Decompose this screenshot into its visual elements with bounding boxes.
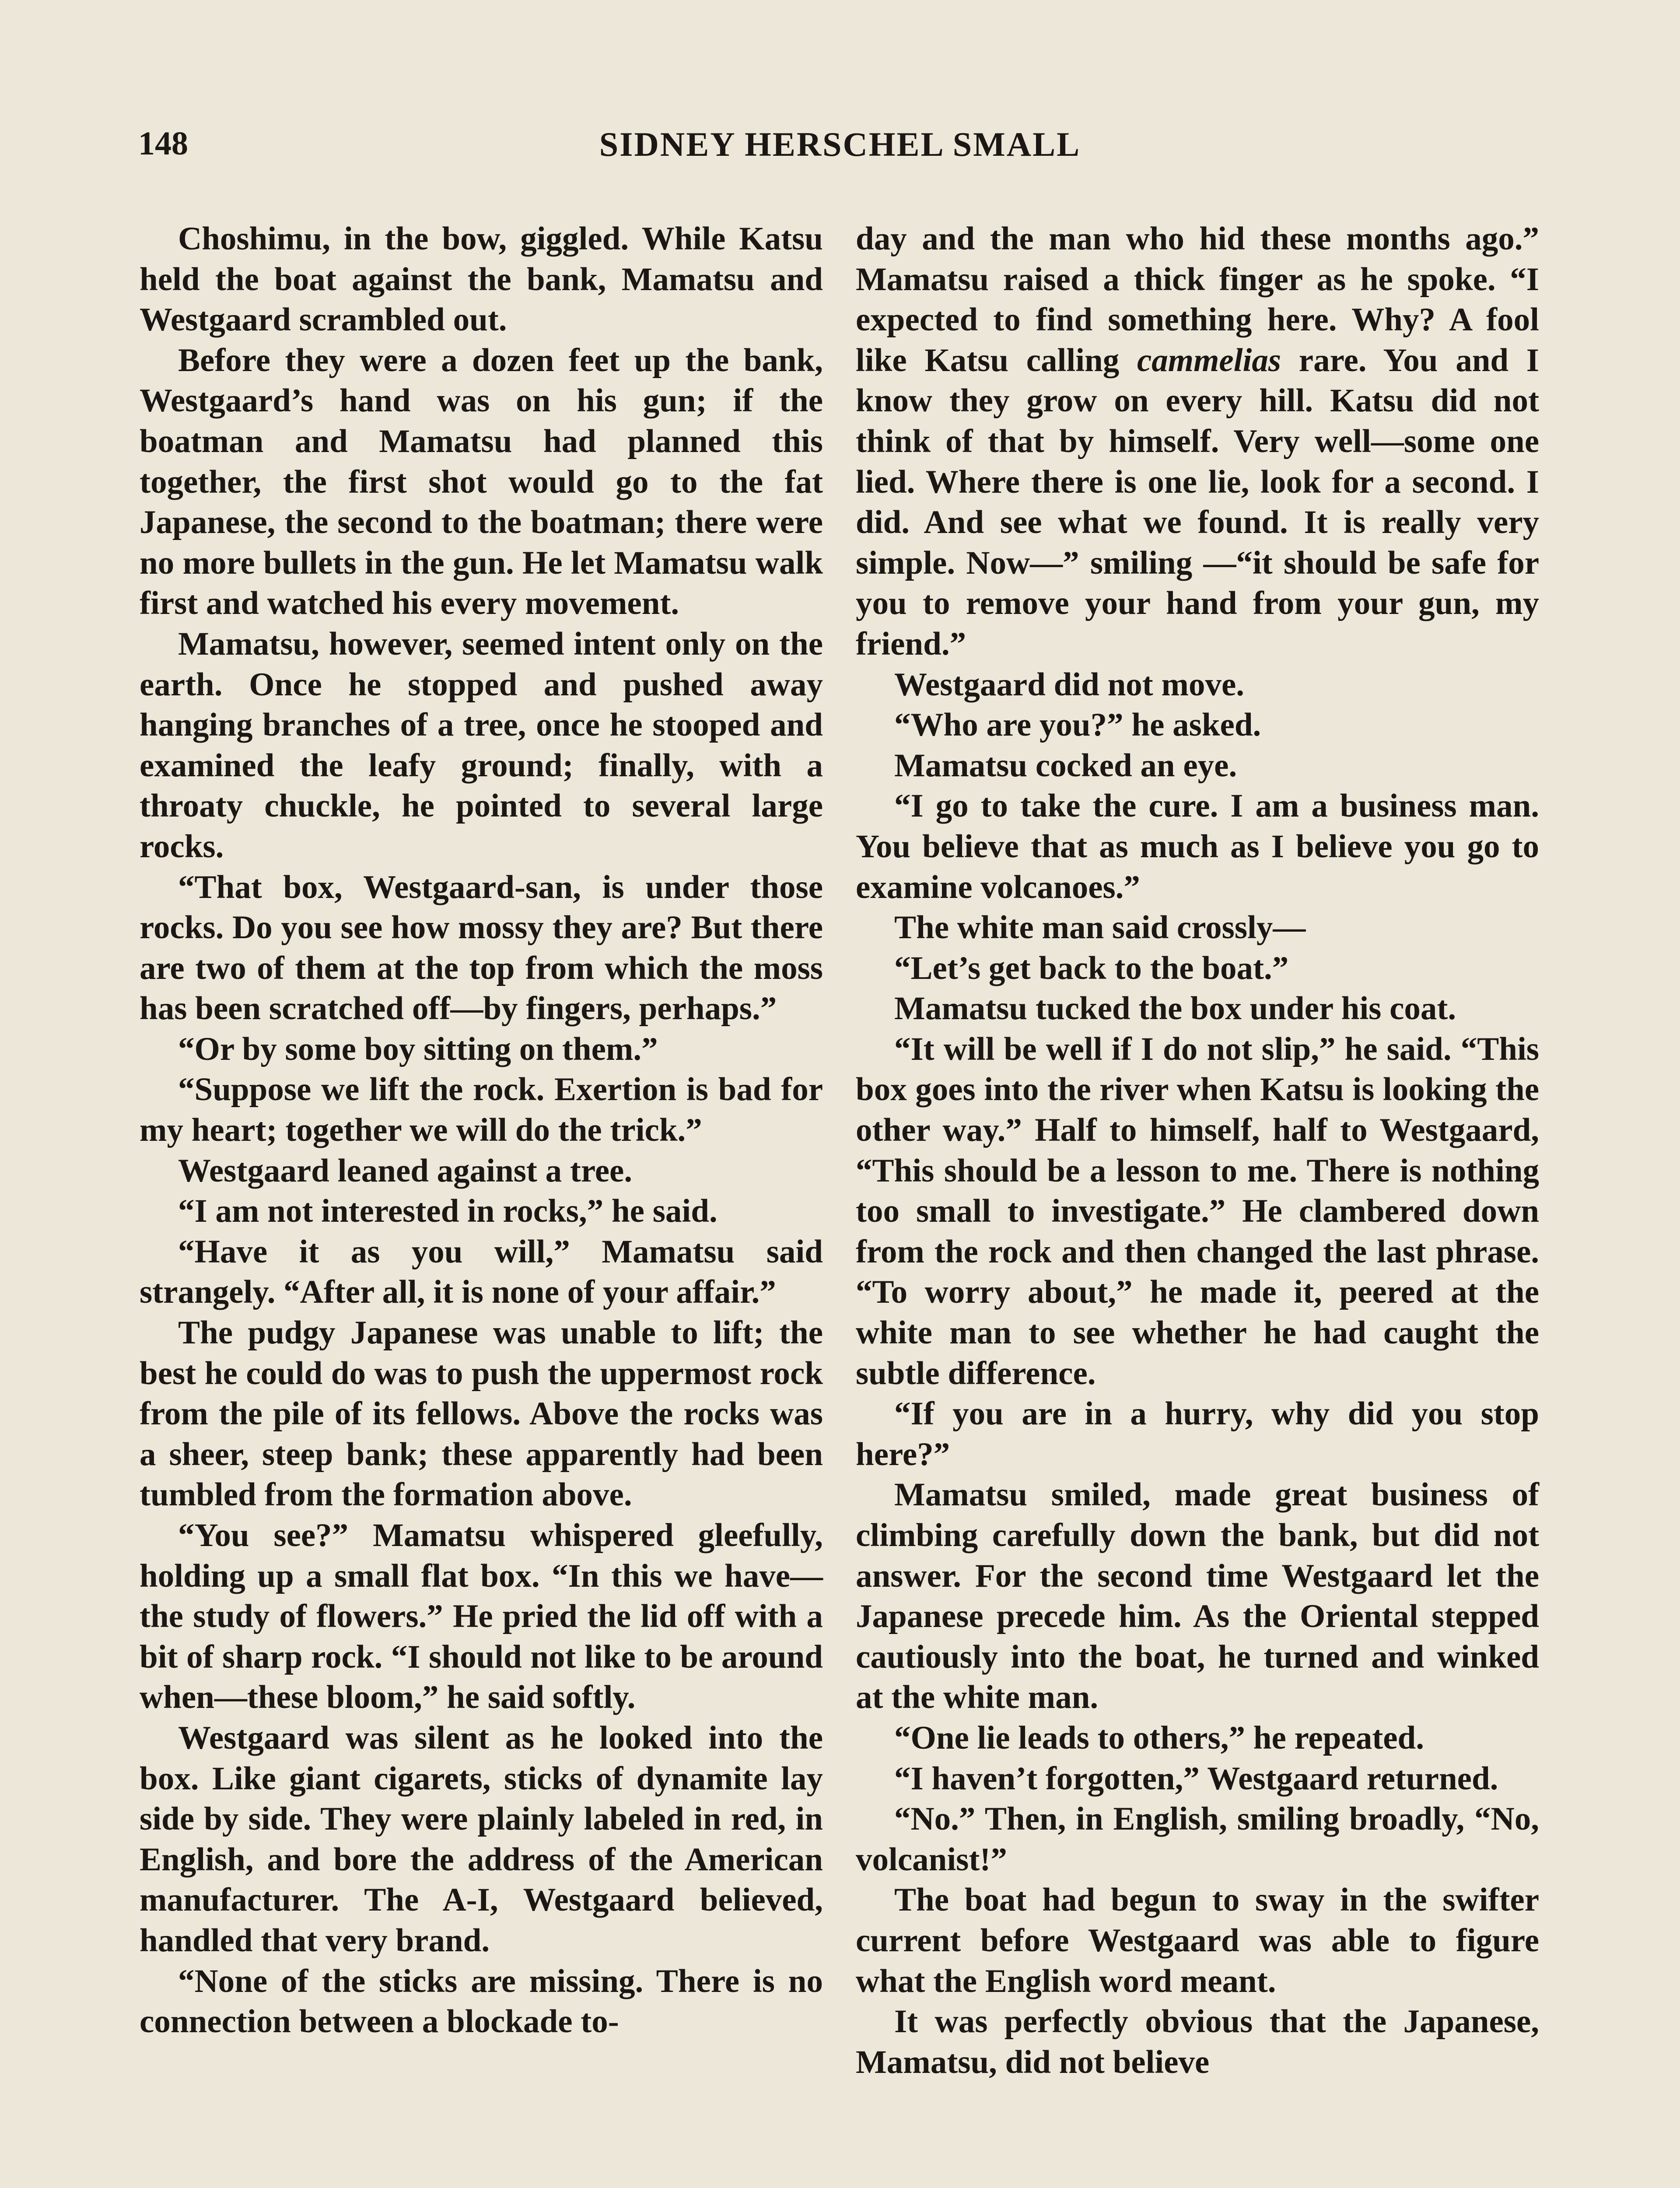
paragraph: Choshimu, in the bow, giggled. While Katsu held the boat against the bank, Mamatsu and Westgaard scrambled out.: [140, 221, 823, 338]
right-column: [856, 219, 1539, 2083]
paragraph: Mamatsu cocked an eye.: [894, 747, 1237, 784]
paragraph: Mamatsu smiled, made great business of climbing carefully down the bank, but did not answer. For the second time Westgaard let the Japanese precede him. As the Oriental stepped cautiously into the boat, he turned and winked at the white man.: [856, 1476, 1539, 1716]
paragraph: Westgaard did not move.: [894, 666, 1245, 703]
continued-text-end: rare. You and I know they grow on every hill. Katsu did not think of that by himself. Very well—some one lied. Where there is one lie, look for a second. I did. And see what we found. It is really very simple. Now—” smiling —“it should be safe for you to remove your hand from your gun, my friend.”: [856, 342, 1539, 662]
italic-word: cammelias: [1137, 342, 1281, 379]
paragraph: The boat had begun to sway in the swifter current before Westgaard was able to figure what the English word meant.: [856, 1882, 1539, 1999]
continued-text: day and the man who hid these months ago.” Mamatsu raised a thick finger as he spoke. “I expected to find something here. Why? A fool like Katsu calling: [856, 221, 1539, 379]
paragraph: “Or by some boy sitting on them.”: [178, 1031, 658, 1067]
paragraph: Mamatsu, however, seemed intent only on the earth. Once he stopped and pushed away hanging branches of a tree, once he stooped and examined the leafy ground; finally, with a throaty chuckle, he pointed to several large rocks.: [140, 625, 823, 865]
paragraph: Westgaard was silent as he looked into the box. Like giant cigarets, sticks of dynamite lay side by side. They were plainly labeled in red, in English, and bore the address of the American manufacturer. The A-I, Westgaard believed, handled that very brand.: [140, 1719, 823, 1959]
left-column: [140, 219, 823, 2042]
paragraph: “It will be well if I do not slip,” he said. “This box goes into the river when Katsu is looking the other way.” Half to himself, half to Westgaard, “This should be a lesson to me. There is nothing too small to investigate.” He clambered down from the rock and then changed the last phrase. “To worry about,” he made it, peered at the white man to see whether he had caught the subtle difference.: [856, 1031, 1539, 1392]
paragraph: The white man said crossly—: [894, 909, 1306, 946]
paragraph: “Have it as you will,” Mamatsu said strangely. “After all, it is none of your affair.”: [140, 1233, 823, 1311]
paragraph: Westgaard leaned against a tree.: [178, 1152, 633, 1189]
paragraph: “You see?” Mamatsu whispered gleefully, holding up a small flat box. “In this we have—the study of flowers.” He pried the lid off with a bit of sharp rock. “I should not like to be around when—these bloom,” he said softly.: [140, 1517, 823, 1716]
paragraph: The pudgy Japanese was unable to lift; the best he could do was to push the uppermost rock from the pile of its fellows. Above the rocks was a sheer, steep bank; these apparently had been tumbled from the formation above.: [140, 1315, 823, 1513]
paragraph: “One lie leads to others,” he repeated.: [894, 1719, 1424, 1756]
paragraph: “Let’s get back to the boat.”: [894, 950, 1289, 986]
paragraph: “I haven’t forgotten,” Westgaard returned.: [894, 1760, 1498, 1797]
continued-paragraph: [856, 219, 1539, 665]
paragraph: “I am not interested in rocks,” he said.: [178, 1193, 718, 1230]
paragraph: Mamatsu tucked the box under his coat.: [894, 990, 1456, 1027]
paragraph: “None of the sticks are missing. There is no connection between a blockade to-: [140, 1963, 823, 2040]
paragraph: “Who are you?” he asked.: [894, 707, 1261, 743]
paragraph: “No.” Then, in English, smiling broadly, “No, volcanist!”: [856, 1801, 1539, 1878]
page-number: 148: [138, 125, 188, 162]
paragraph: Before they were a dozen feet up the bank, Westgaard’s hand was on his gun; if the boatman and Mamatsu had planned this together, the first shot would go to the fat Japanese, the second to the boatman; there were no more bullets in the gun. He let Mamatsu walk first and watched his every movement.: [140, 342, 823, 622]
page-header: [138, 125, 1542, 177]
paragraph: “Suppose we lift the rock. Exertion is bad for my heart; together we will do the trick.”: [140, 1071, 823, 1149]
paragraph: It was perfectly obvious that the Japanese, Mamatsu, did not believe: [856, 2003, 1539, 2080]
paragraph: “That box, Westgaard-san, is under those rocks. Do you see how mossy they are? But there are two of them at the top from which the moss has been scratched off—by fingers, perhaps.”: [140, 869, 823, 1027]
running-head: SIDNEY HERSCHEL SMALL: [599, 125, 1081, 163]
paragraph: “If you are in a hurry, why did you stop here?”: [856, 1396, 1539, 1473]
paragraph: “I go to take the cure. I am a business man. You believe that as much as I believe you go to examine volcanoes.”: [856, 788, 1539, 905]
